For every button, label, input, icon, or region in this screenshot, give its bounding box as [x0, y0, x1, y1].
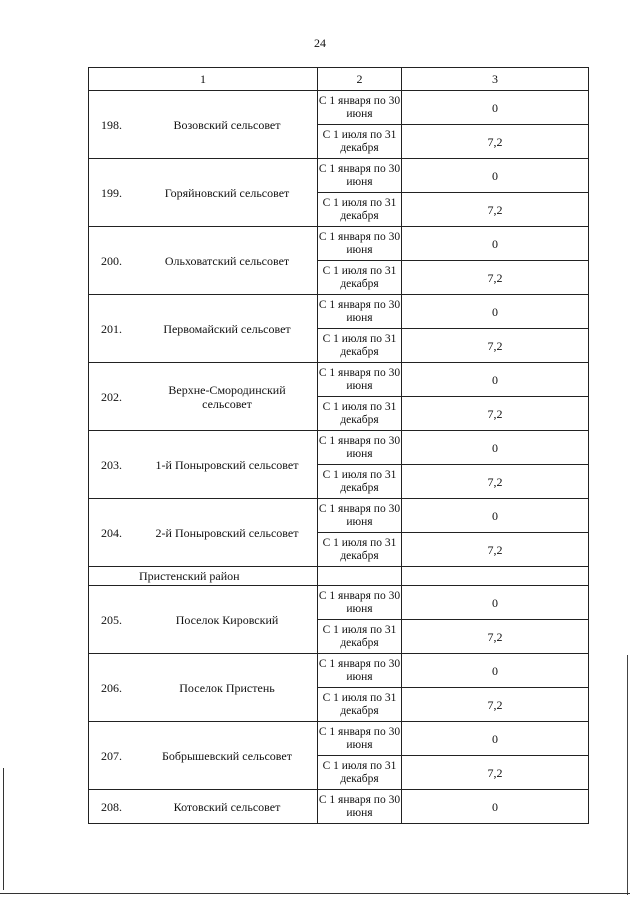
rate-value-cell: 7,2: [402, 261, 589, 295]
row-number: 199.: [101, 185, 122, 200]
rate-value-cell: 0: [402, 159, 589, 193]
settlement-cell: [89, 790, 318, 824]
period-cell: С 1 июля по 31 декабря: [318, 620, 402, 654]
district-empty-col-2: [318, 567, 402, 586]
row-number: 204.: [101, 525, 122, 540]
settlement-name: Горяйновский сельсовет: [164, 185, 290, 200]
period-cell: С 1 января по 30 июня: [318, 499, 402, 533]
rate-value-cell: 0: [402, 586, 589, 620]
rate-value-cell: 0: [402, 654, 589, 688]
rate-value-cell: 0: [402, 295, 589, 329]
settlement-name: Возовский сельсовет: [173, 117, 281, 132]
table-row: [89, 654, 589, 688]
district-cell: [89, 567, 318, 586]
rate-value-cell: 7,2: [402, 329, 589, 363]
settlement-cell: [89, 722, 318, 790]
district-name: Пристенский район: [139, 569, 240, 583]
settlement-name: Котовский сельсовет: [173, 799, 281, 814]
period-cell: С 1 января по 30 июня: [318, 363, 402, 397]
row-number: 202.: [101, 389, 122, 404]
period-cell: С 1 января по 30 июня: [318, 431, 402, 465]
period-cell: С 1 января по 30 июня: [318, 295, 402, 329]
rate-value-cell: 7,2: [402, 756, 589, 790]
row-number: 201.: [101, 321, 122, 336]
period-cell: С 1 июля по 31 декабря: [318, 756, 402, 790]
settlement-name: Поселок Пристень: [179, 680, 275, 695]
rate-value-cell: 7,2: [402, 620, 589, 654]
period-cell: С 1 июля по 31 декабря: [318, 329, 402, 363]
period-cell: С 1 июля по 31 декабря: [318, 688, 402, 722]
rates-table-wrapper: [88, 67, 589, 824]
scan-margin-line-right: [627, 655, 628, 895]
settlement-cell: [89, 295, 318, 363]
period-cell: С 1 января по 30 июня: [318, 159, 402, 193]
table-row: [89, 722, 589, 756]
period-cell: С 1 июля по 31 декабря: [318, 125, 402, 159]
settlement-name: Бобрышевский сельсовет: [162, 748, 292, 763]
period-cell: С 1 июля по 31 декабря: [318, 397, 402, 431]
settlement-cell: [89, 363, 318, 431]
page-number: 24: [314, 36, 326, 50]
row-number: 203.: [101, 457, 122, 472]
period-cell: С 1 июля по 31 декабря: [318, 465, 402, 499]
period-cell: С 1 июля по 31 декабря: [318, 193, 402, 227]
settlement-cell: [89, 586, 318, 654]
settlement-name: 2-й Поныровский сельсовет: [155, 525, 299, 540]
period-cell: С 1 января по 30 июня: [318, 722, 402, 756]
period-cell: С 1 июля по 31 декабря: [318, 261, 402, 295]
period-cell: С 1 января по 30 июня: [318, 227, 402, 261]
rate-value-cell: 0: [402, 363, 589, 397]
settlement-name: Верхне-Смородинский сельсовет: [168, 382, 286, 411]
settlement-cell: [89, 91, 318, 159]
rate-value-cell: 7,2: [402, 397, 589, 431]
settlement-cell: [89, 227, 318, 295]
settlement-name: Поселок Кировский: [175, 612, 279, 627]
row-number: 207.: [101, 748, 122, 763]
row-number: 200.: [101, 253, 122, 268]
period-cell: С 1 января по 30 июня: [318, 586, 402, 620]
settlement-cell: [89, 159, 318, 227]
header-col-2: 2: [318, 68, 402, 91]
rate-value-cell: 0: [402, 499, 589, 533]
table-row: [89, 499, 589, 533]
district-row: [89, 567, 589, 586]
settlement-cell: [89, 654, 318, 722]
scan-margin-line-bottom: [0, 893, 630, 894]
settlement-name: Первомайский сельсовет: [163, 321, 291, 336]
settlement-name: Ольховатский сельсовет: [164, 253, 290, 268]
row-number: 208.: [101, 799, 122, 814]
table-row: [89, 227, 589, 261]
rate-value-cell: 0: [402, 722, 589, 756]
settlement-cell: [89, 431, 318, 499]
period-cell: С 1 января по 30 июня: [318, 91, 402, 125]
rates-table-body: [89, 68, 589, 824]
header-row: [89, 68, 589, 91]
table-row: [89, 586, 589, 620]
row-number: 205.: [101, 612, 122, 627]
settlement-name: 1-й Поныровский сельсовет: [155, 457, 299, 472]
settlement-cell: [89, 499, 318, 567]
table-row: [89, 363, 589, 397]
period-cell: С 1 января по 30 июня: [318, 654, 402, 688]
rate-value-cell: 7,2: [402, 533, 589, 567]
row-number: 206.: [101, 680, 122, 695]
district-empty-col-3: [402, 567, 589, 586]
rate-value-cell: 7,2: [402, 688, 589, 722]
rates-table: [88, 67, 589, 824]
scan-margin-line-left: [3, 768, 4, 890]
rate-value-cell: 7,2: [402, 193, 589, 227]
table-row: [89, 431, 589, 465]
table-row: [89, 295, 589, 329]
rate-value-cell: 0: [402, 227, 589, 261]
row-number: 198.: [101, 117, 122, 132]
rate-value-cell: 0: [402, 790, 589, 824]
rate-value-cell: 0: [402, 91, 589, 125]
rate-value-cell: 7,2: [402, 125, 589, 159]
rate-value-cell: 0: [402, 431, 589, 465]
header-col-1: 1: [89, 68, 318, 91]
period-cell: С 1 января по 30 июня: [318, 790, 402, 824]
period-cell: С 1 июля по 31 декабря: [318, 533, 402, 567]
table-row: [89, 91, 589, 125]
header-col-3: 3: [402, 68, 589, 91]
table-row: [89, 790, 589, 824]
table-row: [89, 159, 589, 193]
rate-value-cell: 7,2: [402, 465, 589, 499]
